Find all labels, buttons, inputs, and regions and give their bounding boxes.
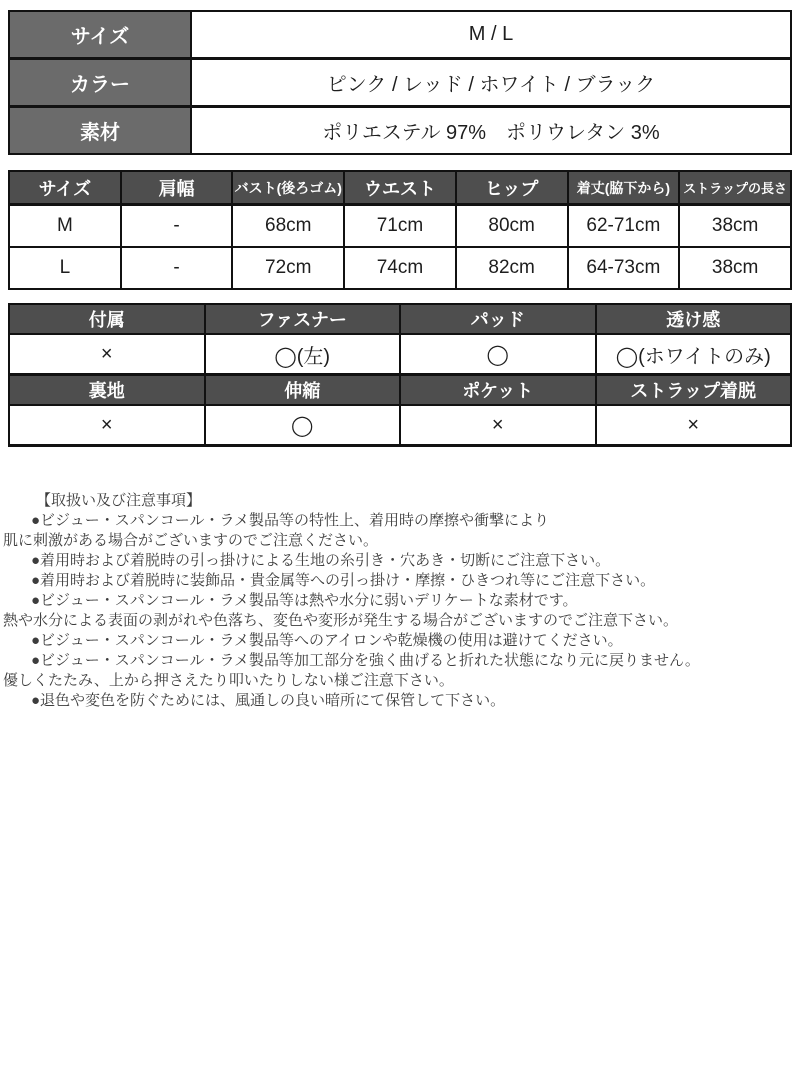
feature-value-row (9, 405, 791, 446)
feature-header-lining: 裏地 (9, 375, 205, 406)
cell-waist: 71cm (344, 205, 456, 248)
cell-size: M (9, 205, 121, 248)
cell-bust: 68cm (232, 205, 344, 248)
care-note-line: 優しくたたみ、上から押さえたり叩いたりしない様ご注意下さい。 (3, 672, 454, 689)
care-note-line: 肌に刺激がある場合がございますのでご注意ください。 (3, 532, 379, 549)
care-note-line: 熱や水分による表面の剥がれや色落ち、変色や変形が発生する場合がございますのでご注意下さい。 (3, 612, 679, 629)
measurement-header-row (9, 171, 791, 205)
col-header-bust: バスト(後ろゴム) (232, 171, 344, 205)
col-header-size: サイズ (9, 171, 121, 205)
care-note-line: ●ビジュー・スパンコール・ラメ製品等へのアイロンや乾燥機の使用は避けてください。 (31, 632, 623, 649)
table-row (9, 59, 791, 107)
feature-value-lining: × (9, 405, 205, 446)
feature-header-row (9, 304, 791, 334)
feature-header-row (9, 375, 791, 406)
table-row (9, 11, 791, 59)
feature-header-accessory: 付属 (9, 304, 205, 334)
care-note-line: ●着用時および着脱時に装飾品・貴金属等への引っ掛け・摩擦・ひきつれ等にご注意下さい。 (31, 572, 656, 589)
measurement-row-m (9, 205, 791, 248)
feature-value-row (9, 334, 791, 375)
cell-bust: 72cm (232, 247, 344, 289)
care-note-line: ●ビジュー・スパンコール・ラメ製品等の特性上、着用時の摩擦や衝撃により (31, 512, 550, 529)
basic-info-table (8, 10, 792, 155)
cell-size: L (9, 247, 121, 289)
care-note-line: ●着用時および着脱時の引っ掛けによる生地の糸引き・穴あき・切断にご注意下さい。 (31, 552, 611, 569)
measurement-row-l (9, 247, 791, 289)
info-value-material: ポリエステル 97% ポリウレタン 3% (191, 107, 791, 155)
feature-header-pad: パッド (400, 304, 596, 334)
care-notes (3, 491, 792, 711)
table-row (9, 107, 791, 155)
cell-waist: 74cm (344, 247, 456, 289)
care-note-line: ●ビジュー・スパンコール・ラメ製品等加工部分を強く曲げると折れた状態になり元に戻りません。 (31, 652, 700, 669)
care-note-line: ●ビジュー・スパンコール・ラメ製品等は熱や水分に弱いデリケートな素材です。 (31, 592, 578, 609)
col-header-shoulder: 肩幅 (121, 171, 233, 205)
cell-shoulder: - (121, 205, 233, 248)
cell-length: 64-73cm (568, 247, 680, 289)
feature-value-accessory: × (9, 334, 205, 375)
feature-header-zipper: ファスナー (205, 304, 401, 334)
feature-value-sheerness: ◯(ホワイトのみ) (596, 334, 792, 375)
info-label-size: サイズ (9, 11, 191, 59)
care-notes-title: 【取扱い及び注意事項】 (36, 492, 202, 509)
feature-value-stretch: ◯ (205, 405, 401, 446)
cell-length: 62-71cm (568, 205, 680, 248)
info-value-color: ピンク / レッド / ホワイト / ブラック (191, 59, 791, 107)
col-header-hip: ヒップ (456, 171, 568, 205)
info-label-material: 素材 (9, 107, 191, 155)
col-header-waist: ウエスト (344, 171, 456, 205)
cell-hip: 82cm (456, 247, 568, 289)
info-label-color: カラー (9, 59, 191, 107)
cell-hip: 80cm (456, 205, 568, 248)
col-header-strap: ストラップの長さ (679, 171, 791, 205)
feature-header-strap-detach: ストラップ着脱 (596, 375, 792, 406)
feature-header-stretch: 伸縮 (205, 375, 401, 406)
cell-shoulder: - (121, 247, 233, 289)
info-value-size: M / L (191, 11, 791, 59)
measurement-table (8, 170, 792, 290)
care-note-line: ●退色や変色を防ぐためには、風通しの良い暗所にて保管して下さい。 (31, 692, 506, 709)
feature-value-strap-detach: × (596, 405, 792, 446)
col-header-length: 着丈(脇下から) (568, 171, 680, 205)
cell-strap: 38cm (679, 205, 791, 248)
cell-strap: 38cm (679, 247, 791, 289)
feature-value-zipper: ◯(左) (205, 334, 401, 375)
feature-header-pocket: ポケット (400, 375, 596, 406)
feature-table (8, 303, 792, 447)
feature-header-sheerness: 透け感 (596, 304, 792, 334)
feature-value-pocket: × (400, 405, 596, 446)
feature-value-pad: ◯ (400, 334, 596, 375)
